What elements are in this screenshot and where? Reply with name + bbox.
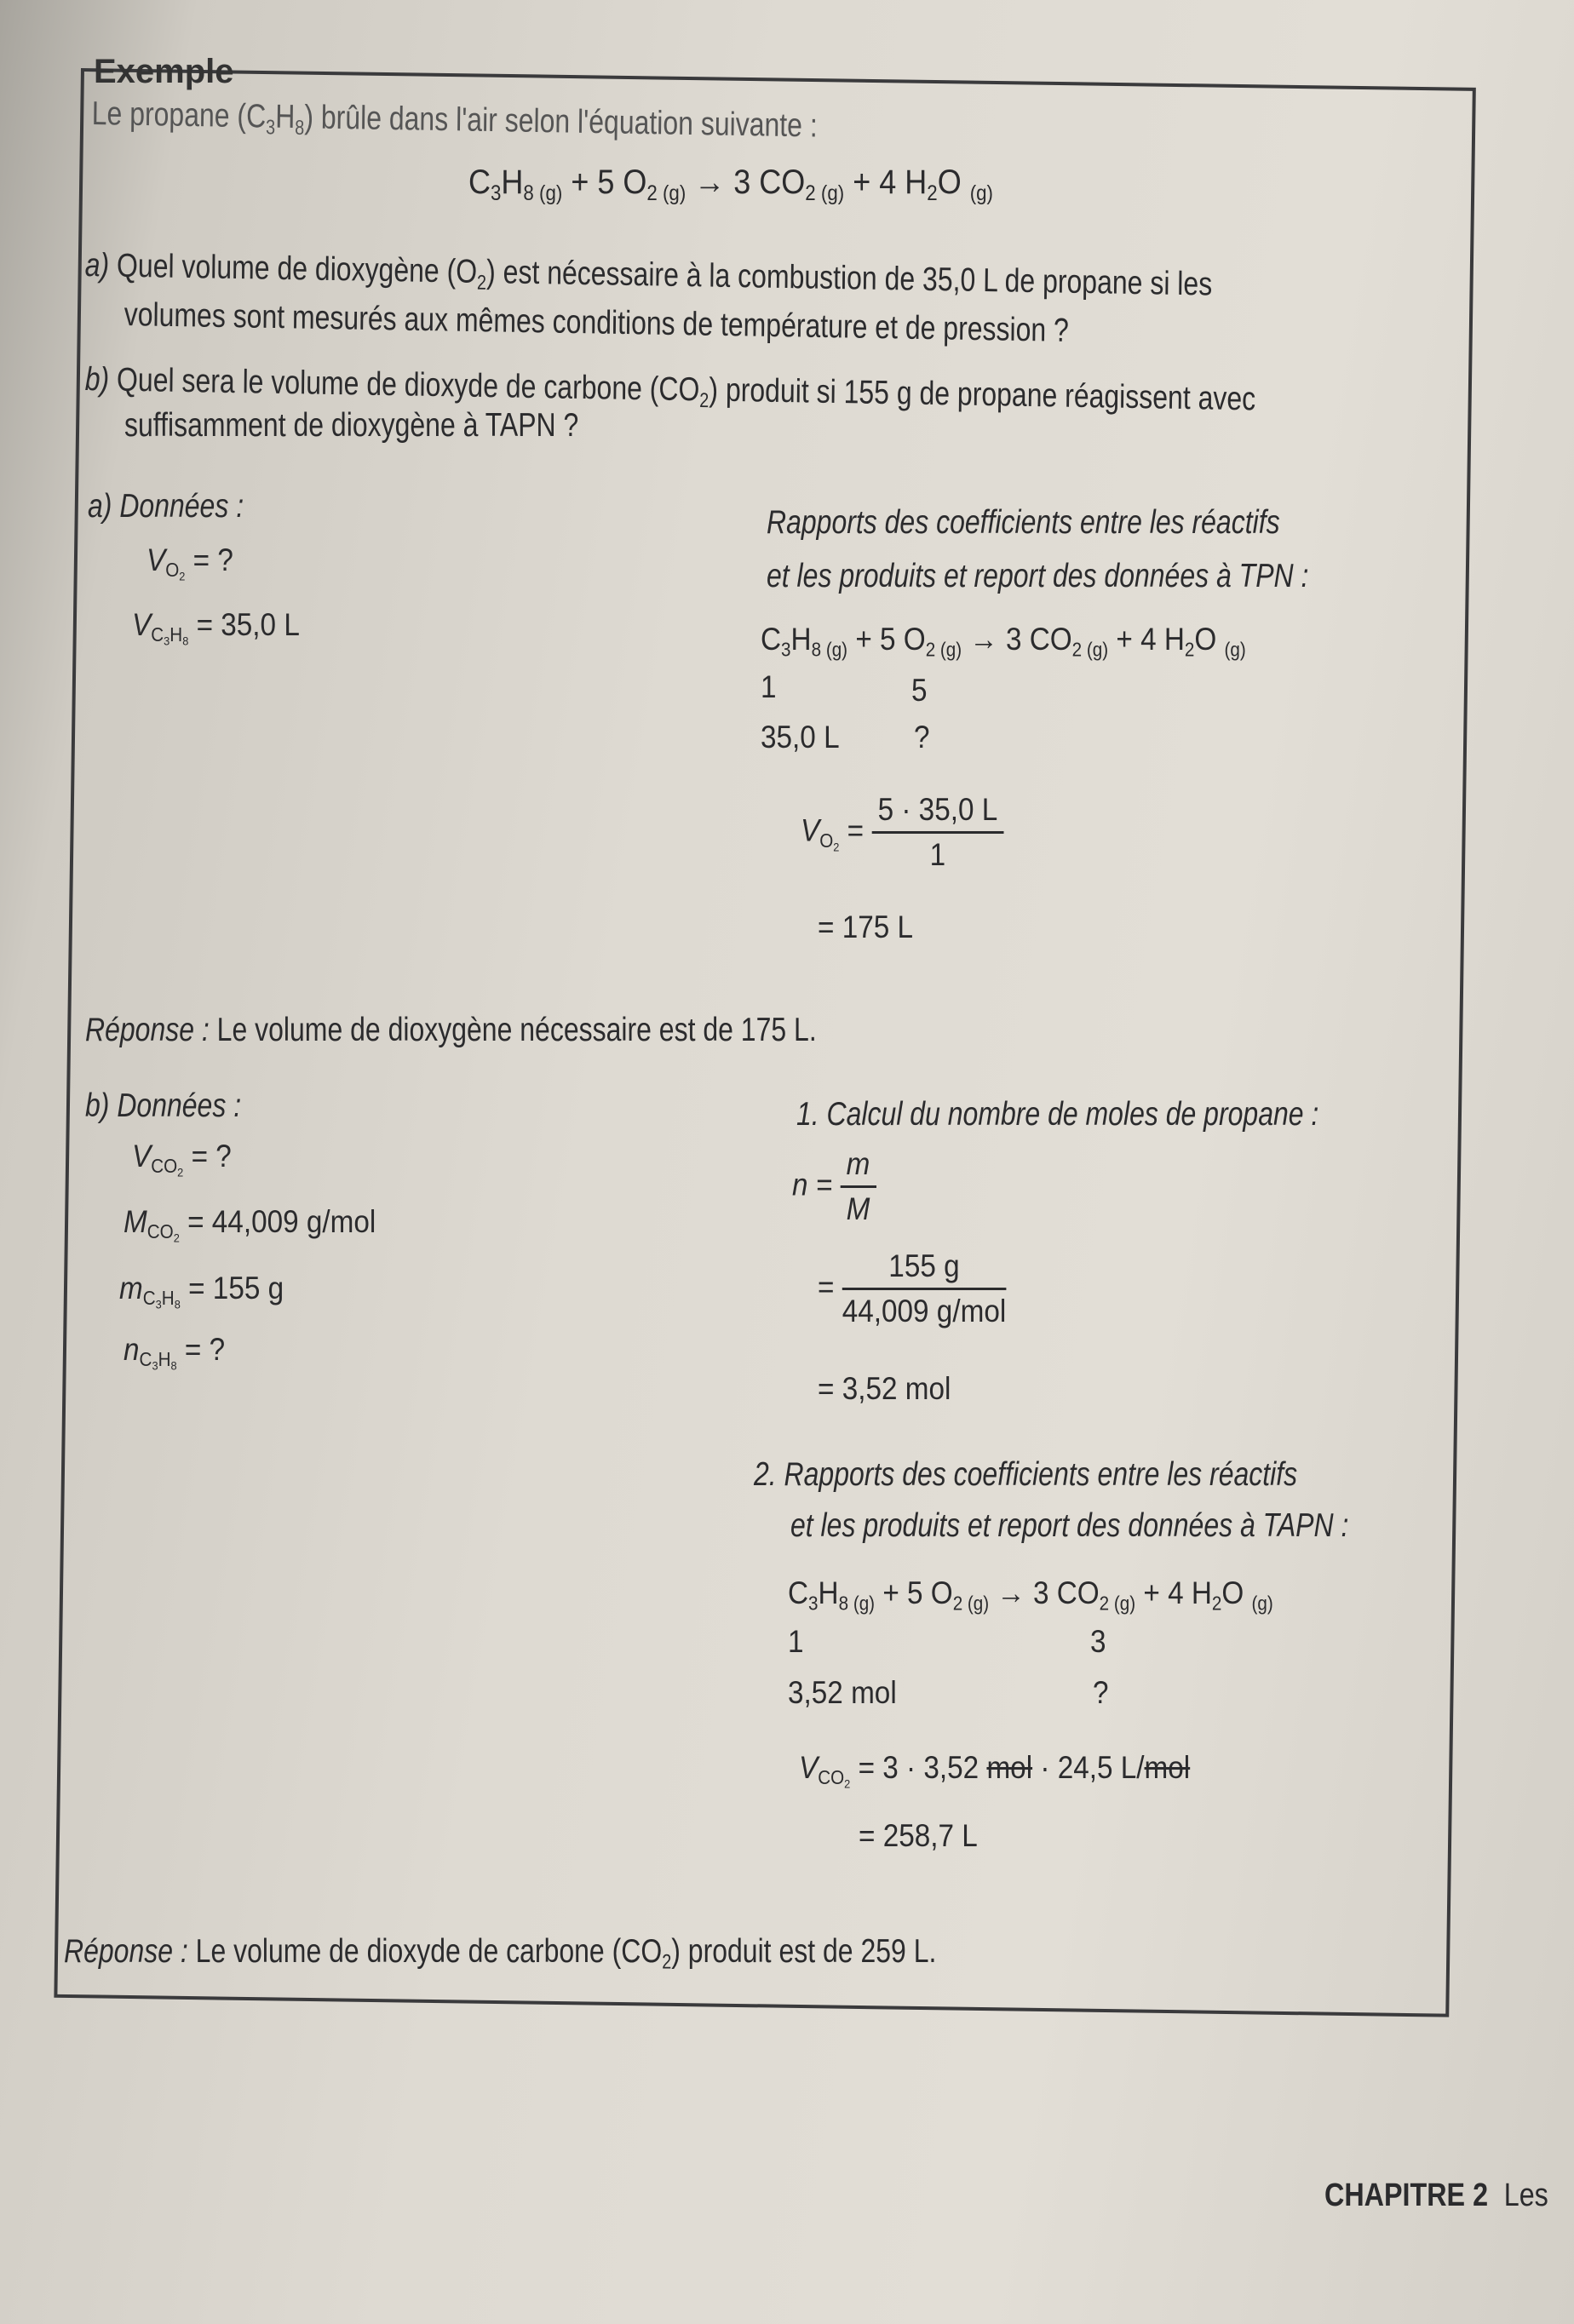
part-b-mass-numerator: 155 g [842,1248,1007,1290]
part-a-equation: $C_3H_{8 (g)} + 5$ $O_{2 (g)} \to 3$ $CO_{2 (g)} + 4$ $H_2O$ $_{(g)}$ [761,622,1246,661]
part-b-step2-title-1: 2. Rapports des coefficients entre les réactifs [754,1456,1298,1493]
part-a-value-o2: ? [914,720,930,755]
part-b-n-formula: n = $\frac{m}{M}$ [792,1146,876,1227]
part-a-v-o2: $V_{O_2}$ = ? [146,542,233,584]
part-b-mass-fraction: = $\frac{155 g}{\text{44,009 g/mol}}$ [818,1248,1007,1328]
part-a-calc-numerator: 5 · 35,0 L [871,792,1003,834]
question-a-line1: a) Quel volume de dioxygène $(O_2)$ est nécessaire à la combustion de 35,0 L de propane si les [84,247,1213,303]
part-b-frac-m: m [840,1146,876,1188]
main-equation: $C_3H_{8 (g)} + 5$ $O_{2 (g)} \to 3$ $CO_{2 (g)} + 4$ $H_2O$ $_{(g)}$ [468,164,993,205]
part-b-mass-denominator: 44,009 g/mol [842,1294,1007,1328]
part-b-step2-title-2: et les produits et report des données à TAPN : [790,1507,1349,1544]
part-b-v-co2: $V_{CO_2}$ = ? [132,1139,232,1180]
part-a-calculation: $V_{O_2}$ = $\frac{5 \cdot 35,0 L}{1}$ [801,792,1003,873]
example-label: Exemple [94,53,234,90]
question-b-line2: suffisamment de dioxygène à TAPN ? [124,407,579,444]
part-b-data-title: b) Données : [85,1087,242,1124]
part-a-coef-o2: 5 [911,673,928,708]
part-a-value-propane: 35,0 L [761,720,840,755]
part-b-m-c3h8: $m_{C_3H_8} = 155$ g [119,1271,284,1312]
part-b-equation: $C_3H_{8 (g)} + 5$ $O_{2 (g)} \to 3$ $CO_{2 (g)} + 4$ $H_2O$ $_{(g)}$ [788,1575,1273,1615]
part-b-calculation: $V_{CO_2} = 3 \cdot 3,52$ mol · 24,5 L/mol [799,1750,1191,1792]
part-a-ratio-title-1: Rapports des coefficients entre les réactifs [767,504,1280,541]
part-b-value-propane: 3,52 mol [788,1675,897,1710]
part-a-ratio-title-2: et les produits et report des données à TPN : [767,558,1309,594]
part-b-frac-M: M [846,1191,870,1226]
part-b-answer: Réponse : Le volume de dioxyde de carbone $(CO_2)$ produit est de 259 L. [64,1933,937,1974]
intro-text: Le propane $(C_3H_8)$ brûle dans l'air selon l'équation suivante : [91,95,818,145]
part-b-moles-result: = 3,52 mol [818,1371,951,1406]
question-b-line1: b) Quel sera le volume de dioxyde de carbone $(CO_2)$ produit si 155 g de propane réagissent avec [84,361,1256,418]
part-a-answer: Réponse : Le volume de dioxygène nécessaire est de 175 L. [85,1012,817,1048]
chapter-footer: CHAPITRE 2 Les [1324,2178,1548,2213]
part-b-coef-propane: 1 [788,1624,804,1659]
part-b-step1-title: 1. Calcul du nombre de moles de propane : [796,1096,1319,1133]
part-b-m-co2: $M_{CO_2} = 44,009$ g/mol [124,1204,376,1246]
part-a-coef-propane: 1 [761,669,777,704]
part-a-data-title: a) Données : [88,488,244,525]
question-a-line2: volumes sont mesurés aux mêmes conditions de température et de pression ? [124,296,1070,349]
part-a-result: = 175 L [818,910,914,944]
part-b-calc-result: = 258,7 L [859,1818,978,1853]
part-b-coef-co2: 3 [1090,1624,1106,1659]
part-b-value-co2: ? [1093,1675,1109,1710]
part-a-calc-denominator: 1 [929,837,946,872]
part-b-n-c3h8: $n_{C_3H_8}$ = ? [124,1332,226,1374]
part-a-v-c3h8: $V_{C_3H_8} = 35,0$ L [132,607,300,649]
